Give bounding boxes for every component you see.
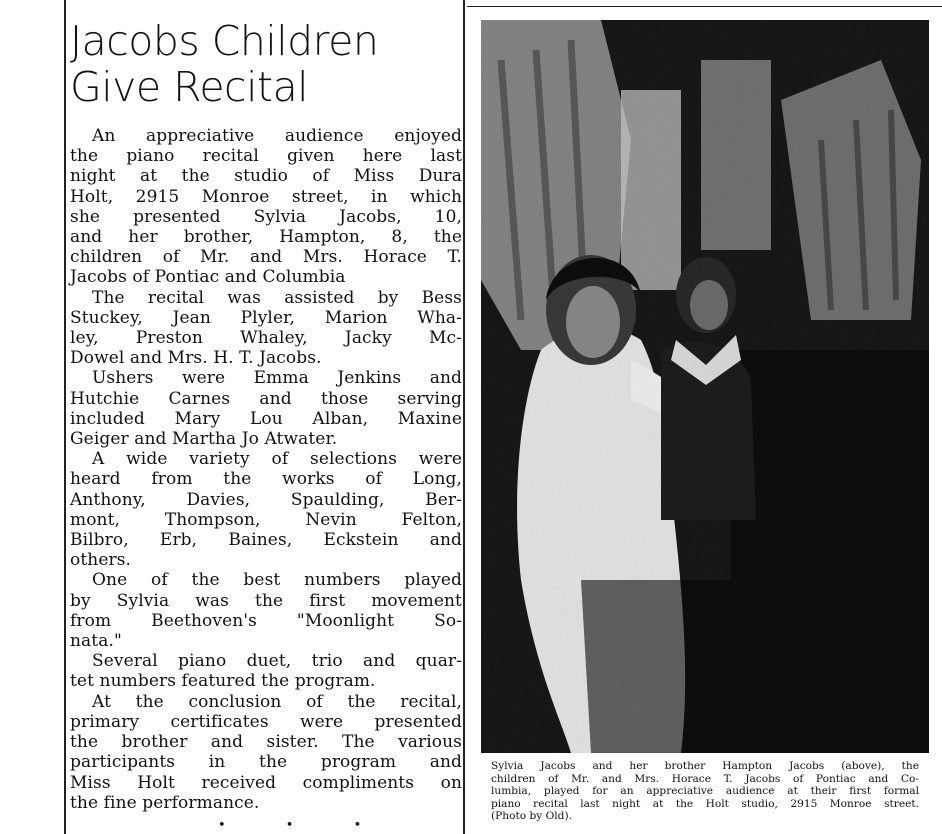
article-line: the fine performance. (70, 792, 260, 813)
article-line: included Mary Lou Alban, Maxine (70, 408, 462, 429)
piano (731, 350, 929, 753)
article-line: Geiger and Martha Jo Atwater. (70, 429, 338, 450)
article-line: others. (70, 550, 132, 571)
article-line: Stuckey, Jean Plyler, Marion Wha- (70, 307, 462, 328)
article-line: the brother and sister. The various (70, 732, 462, 753)
caption-line: children of Mr. and Mrs. Horace T. Jacobs of Pontiac and Co- (491, 772, 919, 785)
bench-shadow (581, 580, 751, 753)
center-column-rule (463, 0, 465, 834)
caption-line: piano recital last night at the Holt studio, 2915 Monroe street. (491, 797, 919, 810)
article-line: Hutchie Carnes and those serving (70, 388, 462, 409)
article-line: An appreciative audience enjoyed (92, 126, 462, 146)
article-line: heard from the works of Long, (70, 469, 462, 490)
article-line: Dowel and Mrs. H. T. Jacobs. (70, 348, 322, 369)
article-line: Ushers were Emma Jenkins and (92, 368, 462, 389)
caption-line: lumbia, played for an appreciative audience at their first formal (491, 785, 919, 798)
article-line: the piano recital given here last (70, 146, 462, 167)
headline-line: Jacobs Children (70, 17, 379, 65)
article-line: nata." (70, 631, 122, 652)
article-line: The recital was assisted by Bess (92, 287, 462, 308)
news-photo (481, 20, 929, 753)
article-line: Bilbro, Erb, Baines, Eckstein and (70, 530, 462, 551)
article-line: Jacobs of Pontiac and Columbia (70, 267, 346, 288)
article-line: A wide variety of selections were (92, 449, 462, 470)
article-line: Miss Holt received compliments on (70, 772, 462, 793)
article-line: Holt, 2915 Monroe street, in which (70, 186, 462, 207)
article-line: children of Mr. and Mrs. Horace T. (70, 247, 462, 268)
headline-line: Give Recital (70, 63, 309, 111)
left-column-rule (64, 0, 66, 834)
article-line: At the conclusion of the recital, (92, 691, 462, 712)
article-line: from Beethoven's "Moonlight So- (70, 610, 462, 631)
article-line: One of the best numbers played (92, 570, 462, 591)
photo-top-rule (467, 6, 942, 7)
article-line: tet numbers featured the program. (70, 671, 376, 692)
article-line: and her brother, Hampton, 8, the (70, 227, 462, 248)
article-line: by Sylvia was the first movement (70, 590, 462, 611)
caption-line: Sylvia Jacobs and her brother Hampton Jacobs (above), the (491, 760, 919, 772)
boy-face (690, 280, 728, 330)
window-pane-left (621, 90, 681, 290)
girl-face (566, 286, 620, 358)
end-mark: • • • (218, 818, 390, 833)
article-line: participants in the program and (70, 752, 462, 773)
article-line: Several piano duet, trio and quar- (92, 651, 462, 672)
article-body (70, 126, 462, 813)
article-line: mont, Thompson, Nevin Felton, (70, 509, 462, 530)
photo-caption (491, 760, 919, 823)
caption-line: (Photo by Old). (491, 810, 572, 823)
article-line: Anthony, Davies, Spaulding, Ber- (70, 489, 462, 510)
article-line: night at the studio of Miss Dura (70, 166, 462, 187)
article-line: ley, Preston Whaley, Jacky Mc- (70, 328, 462, 349)
photo-image (481, 20, 929, 753)
article-line: primary certificates were presented (70, 711, 462, 732)
article-line: she presented Sylvia Jacobs, 10, (70, 206, 462, 227)
article-column (70, 18, 462, 813)
headline (70, 18, 462, 110)
window-pane-center (701, 60, 771, 250)
